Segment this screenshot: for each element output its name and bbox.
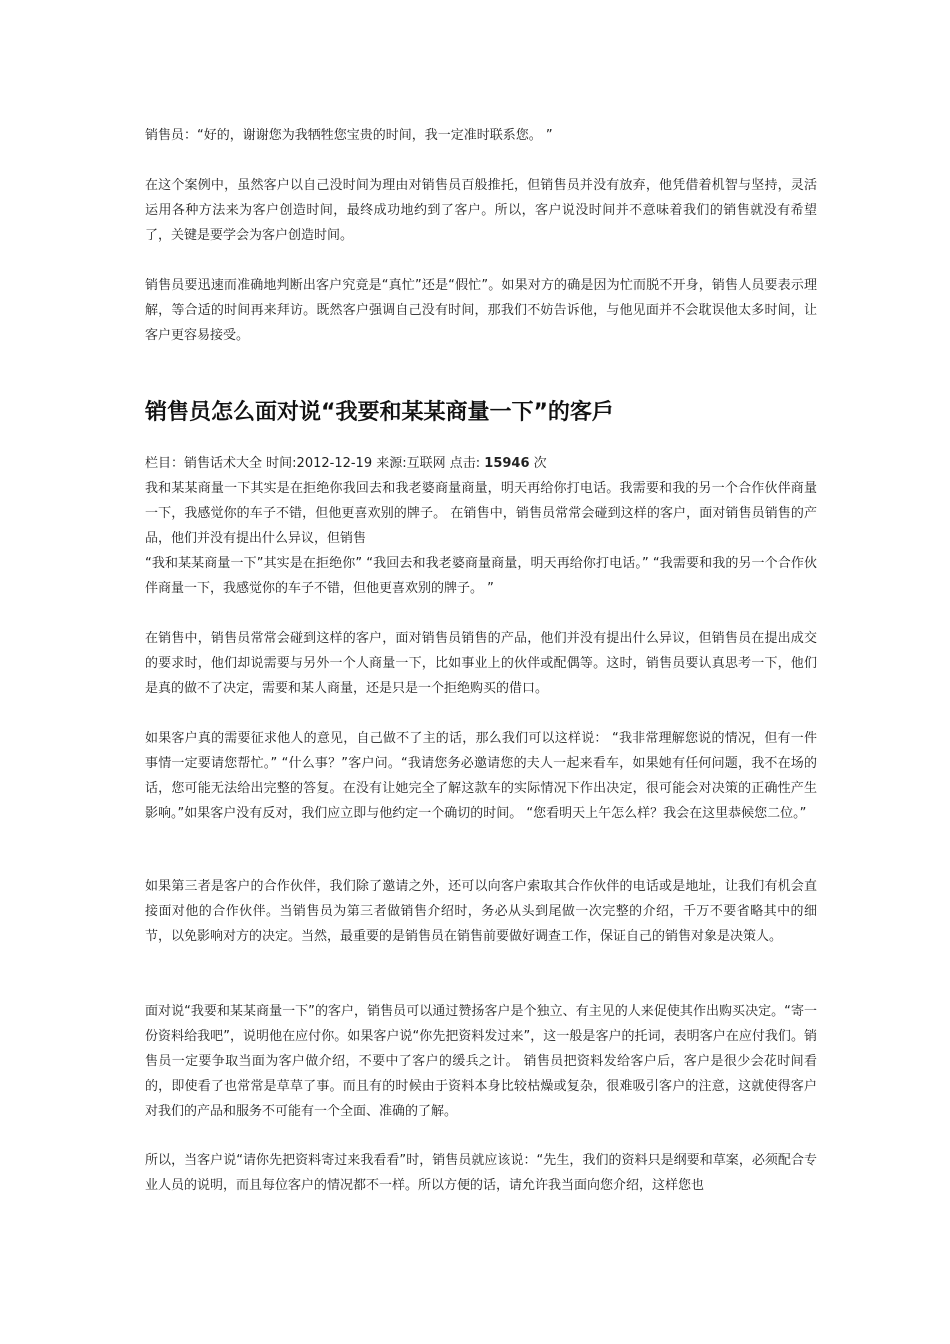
- article-paragraph: 所以，当客户说“请你先把资料寄过来我看看”时，销售员就应该说：“先生，我们的资料只是纲要和草案，必须配合专业人员的说明，而且每位客户的情况都不一样。所以方便的话，请允许我当面向您介绍，这样您也: [145, 1153, 817, 1193]
- article-paragraph: 如果客户真的需要征求他人的意见，自己做不了主的话，那么我们可以这样说： “我非常理解您说的情况，但有一件事情一定要请您帮忙。” “什么事？”客户问。“我请您务必邀请您的夫人一起来看车，如果她有任何问题，我不在场的话，您可能无法给出完整的答复。在没有让她完全了解这款车的实际情况下作出决定，很可能会对决策的正确性产生影响。”如果客户没有反对，我们应立即与他约定一个确切的时间。 “您看明天上午怎么样？我会在这里恭候您二位。”: [145, 731, 817, 821]
- paragraph-busy-judgement: 销售员要迅速而准确地判断出客户究竟是“真忙”还是“假忙”。如果对方的确是因为忙而脱不开身，销售人员要表示理解，等合适的时间再来拜访。既然客户强调自己没有时间，那我们不妨告诉他，与他见面并不会耽误他太多时间，让客户更容易接受。: [145, 278, 817, 343]
- meta-time: 2012-12-19: [296, 456, 373, 471]
- article-meta: [145, 451, 817, 476]
- meta-clicks-label: 点击:: [445, 456, 485, 471]
- meta-clicks-unit: 次: [529, 456, 547, 471]
- paragraph-closing-quote: 销售员：“好的，谢谢您为我牺牲您宝贵的时间，我一定准时联系您。 ”: [145, 128, 553, 143]
- meta-column: 销售话术大全: [184, 456, 263, 471]
- meta-source-label: 来源:: [372, 456, 407, 471]
- article-intro: 我和某某商量一下其实是在拒绝你我回去和我老婆商量商量，明天再给你打电话。我需要和我的另一个合作伙伴商量一下，我感觉你的车子不错，但他更喜欢别的牌子。 在销售中，销售员常常会碰到这样的客户，面对销售员销售的产品，他们并没有提出什么异议，但销售: [145, 481, 817, 546]
- meta-column-label: 栏目：: [145, 456, 185, 471]
- meta-source: 互联网: [406, 456, 446, 471]
- article-title: 销售员怎么面对说“我要和某某商量一下”的客戶: [145, 400, 614, 425]
- meta-clicks: 15946: [484, 456, 530, 471]
- article-paragraph: 如果第三者是客户的合作伙伴，我们除了邀请之外，还可以向客户索取其合作伙伴的电话或是地址，让我们有机会直接面对他的合作伙伴。当销售员为第三者做销售介绍时，务必从头到尾做一次完整的介绍，千万不要省略其中的细节，以免影响对方的决定。当然，最重要的是销售员在销售前要做好调查工作，保证自己的销售对象是决策人。: [145, 879, 817, 944]
- meta-time-label: 时间:: [262, 456, 297, 471]
- article-paragraph: 面对说“我要和某某商量一下”的客户，销售员可以通过赞扬客户是个独立、有主见的人来促使其作出购买决定。“寄一份资料给我吧”，说明他在应付你。如果客户说“你先把资料发过来”，这一般是客户的托词，表明客户在应付我们。销售员一定要争取当面为客户做介绍，不要中了客户的缓兵之计。 销售员把资料发给客户后，客户是很少会花时间看的，即使看了也常常是草草了事。而且有的时候由于资料本身比较枯燥或复杂，很难吸引客户的注意，这就使得客户对我们的产品和服务不可能有一个全面、准确的了解。: [145, 1004, 817, 1119]
- article-intro-quote: “我和某某商量一下”其实是在拒绝你” “我回去和我老婆商量商量，明天再给你打电话。” “我需要和我的另一个合作伙伴商量一下，我感觉你的车子不错，但他更喜欢别的牌子。 ”: [145, 556, 817, 596]
- paragraph-case-summary: 在这个案例中，虽然客户以自己没时间为理由对销售员百般推托，但销售员并没有放弃，他凭借着机智与坚持，灵活运用各种方法来为客户创造时间，最终成功地约到了客户。所以，客户说没时间并不意味着我们的销售就没有希望了，关键是要学会为客户创造时间。: [145, 178, 817, 243]
- article-paragraph: 在销售中，销售员常常会碰到这样的客户，面对销售员销售的产品，他们并没有提出什么异议，但销售员在提出成交的要求时，他们却说需要与另外一个人商量一下，比如事业上的伙伴或配偶等。这时，销售员要认真思考一下，他们是真的做不了决定，需要和某人商量，还是只是一个拒绝购买的借口。: [145, 631, 817, 696]
